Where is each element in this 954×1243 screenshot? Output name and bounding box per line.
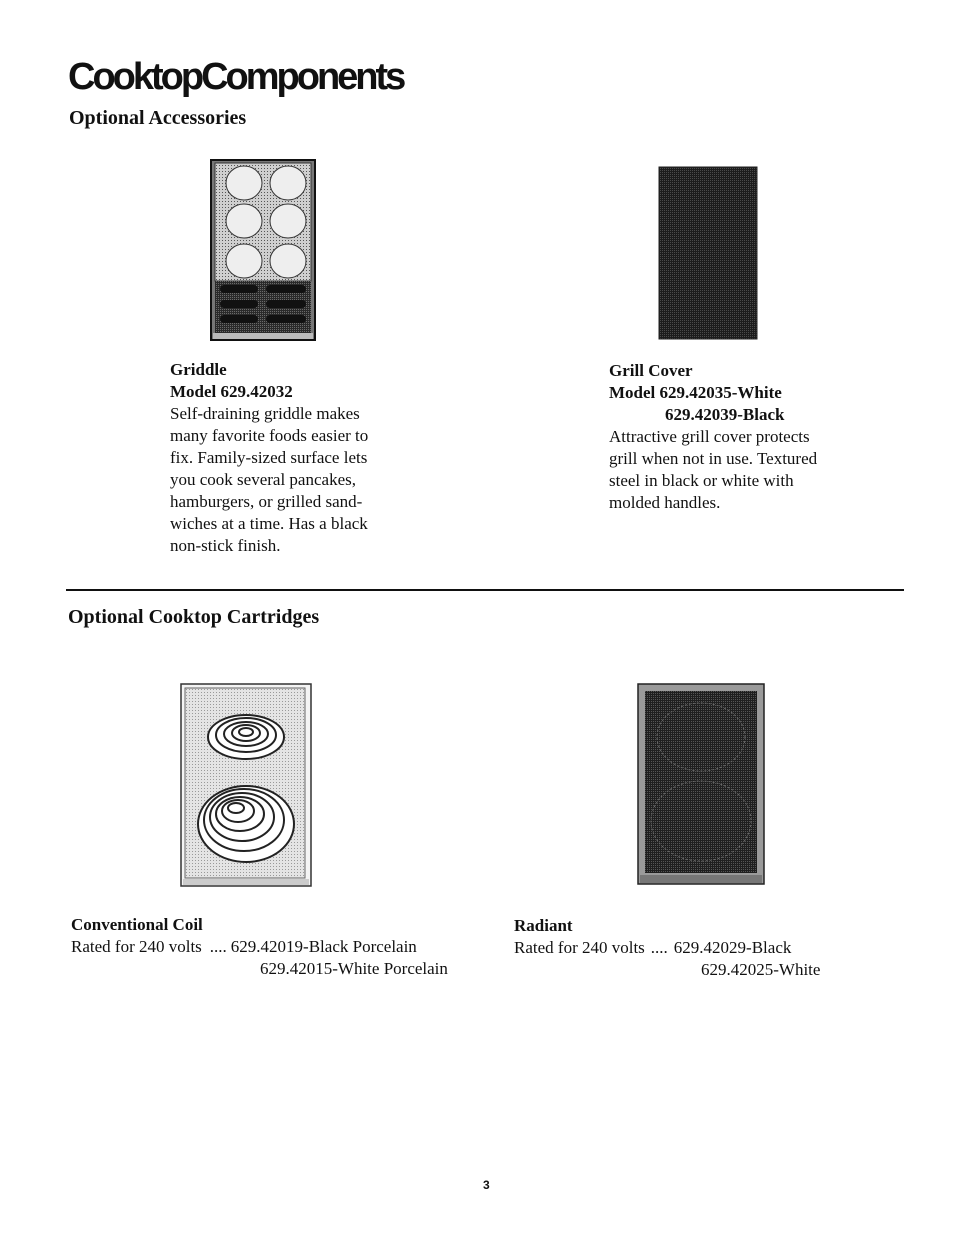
- grill-cover-model-black: 629.42039-Black: [665, 405, 785, 424]
- griddle-text-block: [170, 359, 400, 557]
- griddle-image: [210, 159, 316, 341]
- coil-model-white: 629.42015-White Porcelain: [260, 959, 448, 978]
- griddle-description-line: you cook several pancakes,: [170, 470, 356, 489]
- griddle-description-line: fix. Family-sized surface lets: [170, 448, 368, 467]
- grill-cover-image: [658, 166, 758, 340]
- griddle-model: Model 629.42032: [170, 382, 293, 401]
- grill-cover-description-line: Attractive grill cover protects: [609, 427, 810, 446]
- radiant-image: [637, 683, 765, 885]
- grill-cover-description-line: molded handles.: [609, 493, 721, 512]
- radiant-rating: Rated for 240 volts: [514, 938, 645, 957]
- griddle-description-line: wiches at a time. Has a black: [170, 514, 368, 533]
- radiant-leader-dots: ....: [650, 938, 668, 957]
- grill-cover-model-white: Model 629.42035-White: [609, 383, 782, 402]
- coil-leader-dots: ....: [209, 937, 227, 956]
- coil-model-black: 629.42019-Black Porcelain: [230, 937, 417, 956]
- optional-accessories-heading: Optional Accessories: [69, 107, 247, 129]
- conventional-coil-name: Conventional Coil: [71, 915, 203, 934]
- griddle-name: Griddle: [170, 360, 227, 379]
- section-divider: [66, 589, 904, 591]
- conventional-coil-image: [180, 683, 312, 887]
- radiant-name: Radiant: [514, 916, 573, 935]
- radiant-model-black: 629.42029-Black: [673, 938, 792, 957]
- grill-cover-name: Grill Cover: [609, 361, 693, 380]
- griddle-description-line: many favorite foods easier to: [170, 426, 369, 445]
- grill-cover-description-line: grill when not in use. Textured: [609, 449, 818, 468]
- coil-rating: Rated for 240 volts: [71, 937, 202, 956]
- optional-cartridges-heading: Optional Cooktop Cartridges: [68, 606, 320, 628]
- griddle-description-line: non-stick finish.: [170, 536, 281, 555]
- radiant-text-block: [514, 915, 894, 981]
- grill-cover-description-line: steel in black or white with: [609, 471, 794, 490]
- conventional-coil-text-block: [71, 914, 491, 980]
- grill-cover-text-block: [609, 360, 849, 514]
- page-title: CooktopComponents: [68, 56, 404, 98]
- griddle-description-line: hamburgers, or grilled sand-: [170, 492, 363, 511]
- page-number: 3: [483, 1178, 490, 1192]
- griddle-description-line: Self-draining griddle makes: [170, 404, 360, 423]
- radiant-model-white: 629.42025-White: [701, 960, 821, 979]
